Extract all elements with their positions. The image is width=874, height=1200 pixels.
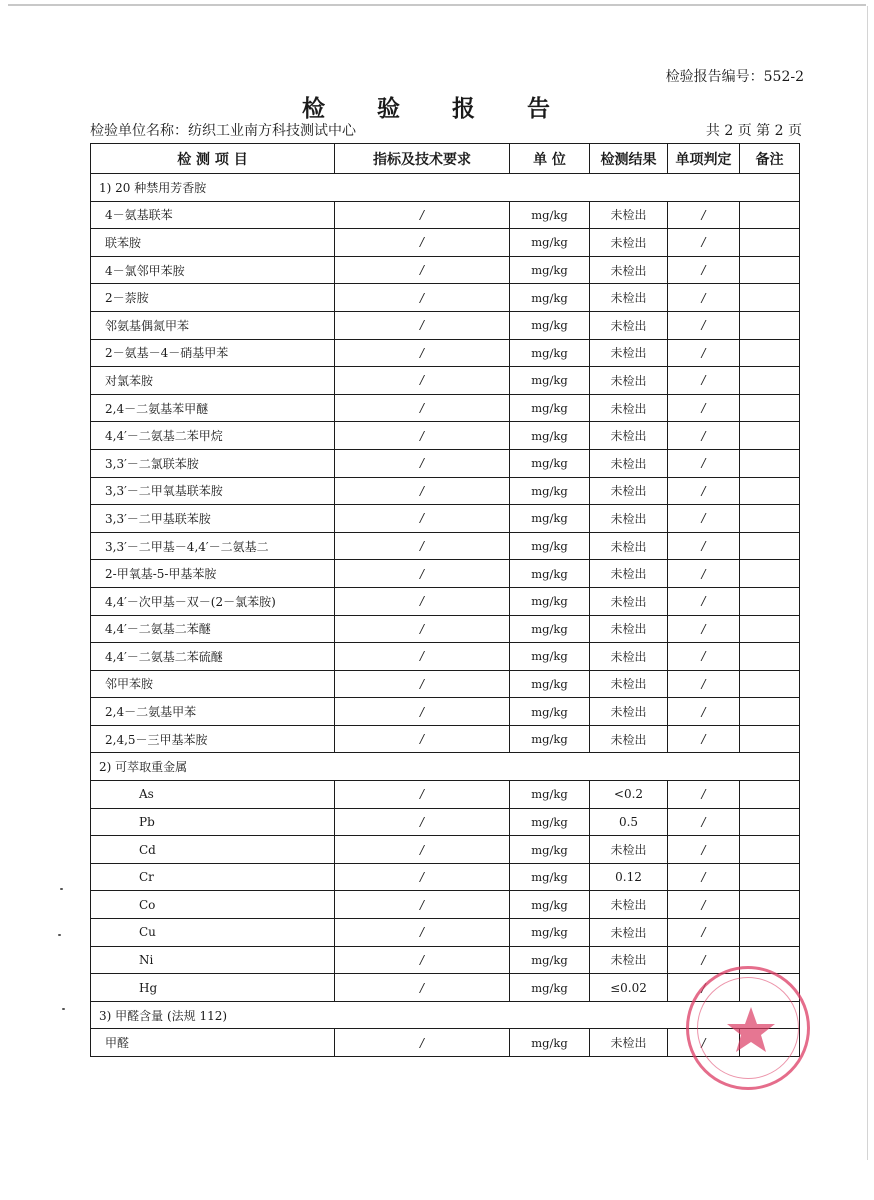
test-item-cell: 4,4′－二氨基二苯醚	[91, 615, 335, 643]
remark-cell	[740, 311, 800, 339]
result-cell: 未检出	[590, 367, 668, 395]
section-title: 3) 甲醛含量 (法规 112)	[91, 1001, 800, 1029]
unit-cell: mg/kg	[510, 919, 590, 947]
table-row	[91, 449, 800, 477]
remark-cell	[740, 836, 800, 864]
unit-cell: mg/kg	[510, 863, 590, 891]
test-item-cell: 甲醛	[91, 1029, 335, 1057]
unit-cell: mg/kg	[510, 781, 590, 809]
result-cell: 未检出	[590, 836, 668, 864]
remark-cell	[740, 670, 800, 698]
table-row	[91, 256, 800, 284]
test-item-cell: 2,4－二氨基甲苯	[91, 698, 335, 726]
spec-cell: /	[335, 284, 510, 312]
judgement-cell: /	[668, 449, 740, 477]
judgement-cell: /	[668, 836, 740, 864]
remark-cell	[740, 229, 800, 257]
judgement-cell: /	[668, 311, 740, 339]
judgement-cell: /	[668, 505, 740, 533]
judgement-cell: /	[668, 284, 740, 312]
section-row	[91, 174, 800, 202]
scan-speck	[60, 888, 63, 890]
report-number: 检验报告编号：552-2	[665, 69, 804, 85]
col-header-remark: 备注	[740, 144, 800, 174]
judgement-cell: /	[668, 781, 740, 809]
section-title: 2) 可萃取重金属	[91, 753, 800, 781]
test-item-cell: Cr	[91, 863, 335, 891]
scan-right-edge	[867, 6, 868, 1160]
remark-cell	[740, 891, 800, 919]
judgement-cell: /	[668, 201, 740, 229]
table-body	[91, 174, 800, 1057]
spec-cell: /	[335, 946, 510, 974]
test-item-cell: 3,3′－二氯联苯胺	[91, 449, 335, 477]
judgement-cell: /	[668, 477, 740, 505]
result-cell: 未检出	[590, 229, 668, 257]
judgement-cell: /	[668, 863, 740, 891]
result-cell: 未检出	[590, 1029, 668, 1057]
section-row	[91, 753, 800, 781]
remark-cell	[740, 919, 800, 947]
official-seal	[686, 966, 810, 1090]
judgement-cell: /	[668, 339, 740, 367]
judgement-cell: /	[668, 946, 740, 974]
remark-cell	[740, 201, 800, 229]
table-row	[91, 725, 800, 753]
remark-cell	[740, 256, 800, 284]
test-item-cell: Hg	[91, 974, 335, 1002]
star-icon	[689, 969, 813, 1093]
table-row	[91, 863, 800, 891]
spec-cell: /	[335, 615, 510, 643]
spec-cell: /	[335, 670, 510, 698]
result-cell: 未检出	[590, 919, 668, 947]
judgement-cell: /	[668, 560, 740, 588]
test-item-cell: 4－氨基联苯	[91, 201, 335, 229]
unit-cell: mg/kg	[510, 477, 590, 505]
judgement-cell: /	[668, 725, 740, 753]
spec-cell: /	[335, 505, 510, 533]
result-cell: 未检出	[590, 477, 668, 505]
unit-cell: mg/kg	[510, 532, 590, 560]
page-title: 检 验 报 告	[301, 95, 573, 122]
section-title: 1) 20 种禁用芳香胺	[91, 174, 800, 202]
remark-cell	[740, 560, 800, 588]
unit-cell: mg/kg	[510, 367, 590, 395]
judgement-cell: /	[668, 256, 740, 284]
unit-cell: mg/kg	[510, 422, 590, 450]
unit-cell: mg/kg	[510, 311, 590, 339]
judgement-cell: /	[668, 643, 740, 671]
test-item-cell: 4,4′－二氨基二苯甲烷	[91, 422, 335, 450]
remark-cell	[740, 284, 800, 312]
judgement-cell: /	[668, 808, 740, 836]
table-row	[91, 643, 800, 671]
remark-cell	[740, 449, 800, 477]
judgement-cell: /	[668, 615, 740, 643]
judgement-cell: /	[668, 587, 740, 615]
spec-cell: /	[335, 532, 510, 560]
spec-cell: /	[335, 394, 510, 422]
test-item-cell: 邻氨基偶氮甲苯	[91, 311, 335, 339]
table-row	[91, 532, 800, 560]
spec-cell: /	[335, 560, 510, 588]
test-item-cell: 2－氨基－4－硝基甲苯	[91, 339, 335, 367]
col-header-spec: 指标及技术要求	[335, 144, 510, 174]
table-row	[91, 698, 800, 726]
spec-cell: /	[335, 587, 510, 615]
result-cell: 未检出	[590, 725, 668, 753]
result-cell: 未检出	[590, 422, 668, 450]
result-cell: 未检出	[590, 394, 668, 422]
result-cell: 0.5	[590, 808, 668, 836]
col-header-item: 检 测 项 目	[91, 144, 335, 174]
unit-cell: mg/kg	[510, 725, 590, 753]
table-row	[91, 505, 800, 533]
remark-cell	[740, 394, 800, 422]
result-cell: 未检出	[590, 615, 668, 643]
inspection-unit: 检验单位名称：纺织工业南方科技测试中心	[90, 123, 356, 139]
spec-cell: /	[335, 836, 510, 864]
test-item-cell: 3,3′－二甲基－4,4′－二氨基二	[91, 532, 335, 560]
spec-cell: /	[335, 477, 510, 505]
unit-cell: mg/kg	[510, 974, 590, 1002]
remark-cell	[740, 477, 800, 505]
result-cell: 未检出	[590, 643, 668, 671]
remark-cell	[740, 725, 800, 753]
test-item-cell: Cu	[91, 919, 335, 947]
table-row	[91, 836, 800, 864]
result-cell: 未检出	[590, 339, 668, 367]
table-row	[91, 339, 800, 367]
unit-cell: mg/kg	[510, 229, 590, 257]
judgement-cell: /	[668, 891, 740, 919]
judgement-cell: /	[668, 532, 740, 560]
remark-cell	[740, 339, 800, 367]
unit-cell: mg/kg	[510, 587, 590, 615]
judgement-cell: /	[668, 229, 740, 257]
judgement-cell: /	[668, 422, 740, 450]
result-cell: 未检出	[590, 284, 668, 312]
unit-cell: mg/kg	[510, 1029, 590, 1057]
spec-cell: /	[335, 339, 510, 367]
table-row	[91, 394, 800, 422]
table-row	[91, 560, 800, 588]
result-cell: 未检出	[590, 560, 668, 588]
unit-cell: mg/kg	[510, 449, 590, 477]
test-item-cell: 联苯胺	[91, 229, 335, 257]
test-item-cell: 4,4′－次甲基－双－(2－氯苯胺)	[91, 587, 335, 615]
remark-cell	[740, 781, 800, 809]
spec-cell: /	[335, 891, 510, 919]
spec-cell: /	[335, 698, 510, 726]
result-cell: 未检出	[590, 670, 668, 698]
table-row	[91, 919, 800, 947]
spec-cell: /	[335, 781, 510, 809]
spec-cell: /	[335, 422, 510, 450]
unit-cell: mg/kg	[510, 560, 590, 588]
test-item-cell: As	[91, 781, 335, 809]
spec-cell: /	[335, 256, 510, 284]
spec-cell: /	[335, 311, 510, 339]
remark-cell	[740, 615, 800, 643]
report-table	[90, 143, 800, 1057]
unit-cell: mg/kg	[510, 946, 590, 974]
table-row	[91, 477, 800, 505]
result-cell: ≤0.02	[590, 974, 668, 1002]
unit-cell: mg/kg	[510, 836, 590, 864]
test-item-cell: 邻甲苯胺	[91, 670, 335, 698]
table-row	[91, 808, 800, 836]
result-cell: 未检出	[590, 587, 668, 615]
table-row	[91, 781, 800, 809]
test-item-cell: 对氯苯胺	[91, 367, 335, 395]
table-row	[91, 670, 800, 698]
test-item-cell: 3,3′－二甲氧基联苯胺	[91, 477, 335, 505]
test-item-cell: 2－萘胺	[91, 284, 335, 312]
unit-cell: mg/kg	[510, 394, 590, 422]
table-row	[91, 422, 800, 450]
scan-top-edge	[8, 4, 866, 6]
table-row	[91, 311, 800, 339]
scan-speck	[62, 1008, 65, 1010]
remark-cell	[740, 698, 800, 726]
spec-cell: /	[335, 229, 510, 257]
test-item-cell: 4,4′－二氨基二苯硫醚	[91, 643, 335, 671]
test-item-cell: 3,3′－二甲基联苯胺	[91, 505, 335, 533]
result-cell: 未检出	[590, 891, 668, 919]
remark-cell	[740, 587, 800, 615]
remark-cell	[740, 808, 800, 836]
table-row	[91, 615, 800, 643]
unit-cell: mg/kg	[510, 643, 590, 671]
col-header-unit: 单 位	[510, 144, 590, 174]
remark-cell	[740, 643, 800, 671]
remark-cell	[740, 505, 800, 533]
test-item-cell: Cd	[91, 836, 335, 864]
result-cell: 0.12	[590, 863, 668, 891]
col-header-judgement: 单项判定	[668, 144, 740, 174]
table-header-row	[91, 144, 800, 174]
result-cell: 未检出	[590, 311, 668, 339]
unit-cell: mg/kg	[510, 505, 590, 533]
unit-cell: mg/kg	[510, 670, 590, 698]
result-cell: 未检出	[590, 532, 668, 560]
spec-cell: /	[335, 643, 510, 671]
unit-cell: mg/kg	[510, 615, 590, 643]
unit-cell: mg/kg	[510, 808, 590, 836]
page-count: 共 2 页 第 2 页	[705, 123, 802, 139]
result-cell: 未检出	[590, 946, 668, 974]
unit-cell: mg/kg	[510, 891, 590, 919]
result-cell: 未检出	[590, 505, 668, 533]
table-row	[91, 587, 800, 615]
test-item-cell: Co	[91, 891, 335, 919]
judgement-cell: /	[668, 1029, 740, 1057]
result-cell: 未检出	[590, 201, 668, 229]
spec-cell: /	[335, 725, 510, 753]
remark-cell	[740, 532, 800, 560]
unit-cell: mg/kg	[510, 201, 590, 229]
judgement-cell: /	[668, 367, 740, 395]
unit-cell: mg/kg	[510, 256, 590, 284]
judgement-cell: /	[668, 698, 740, 726]
test-item-cell: Ni	[91, 946, 335, 974]
result-cell: 未检出	[590, 698, 668, 726]
judgement-cell: /	[668, 974, 740, 1002]
table-row	[91, 367, 800, 395]
judgement-cell: /	[668, 919, 740, 947]
unit-cell: mg/kg	[510, 698, 590, 726]
table-row	[91, 891, 800, 919]
spec-cell: /	[335, 1029, 510, 1057]
spec-cell: /	[335, 919, 510, 947]
spec-cell: /	[335, 449, 510, 477]
spec-cell: /	[335, 808, 510, 836]
test-item-cell: 4－氯邻甲苯胺	[91, 256, 335, 284]
table-row	[91, 201, 800, 229]
table-row	[91, 284, 800, 312]
judgement-cell: /	[668, 670, 740, 698]
test-item-cell: 2-甲氧基-5-甲基苯胺	[91, 560, 335, 588]
scan-speck	[58, 934, 61, 936]
table-row	[91, 229, 800, 257]
unit-cell: mg/kg	[510, 339, 590, 367]
judgement-cell: /	[668, 394, 740, 422]
result-cell: 未检出	[590, 256, 668, 284]
result-cell: 未检出	[590, 449, 668, 477]
test-item-cell: 2,4,5－三甲基苯胺	[91, 725, 335, 753]
spec-cell: /	[335, 863, 510, 891]
spec-cell: /	[335, 974, 510, 1002]
result-cell: <0.2	[590, 781, 668, 809]
remark-cell	[740, 422, 800, 450]
remark-cell	[740, 863, 800, 891]
remark-cell	[740, 367, 800, 395]
spec-cell: /	[335, 201, 510, 229]
spec-cell: /	[335, 367, 510, 395]
unit-cell: mg/kg	[510, 284, 590, 312]
col-header-result: 检测结果	[590, 144, 668, 174]
test-item-cell: 2,4－二氨基苯甲醚	[91, 394, 335, 422]
test-item-cell: Pb	[91, 808, 335, 836]
